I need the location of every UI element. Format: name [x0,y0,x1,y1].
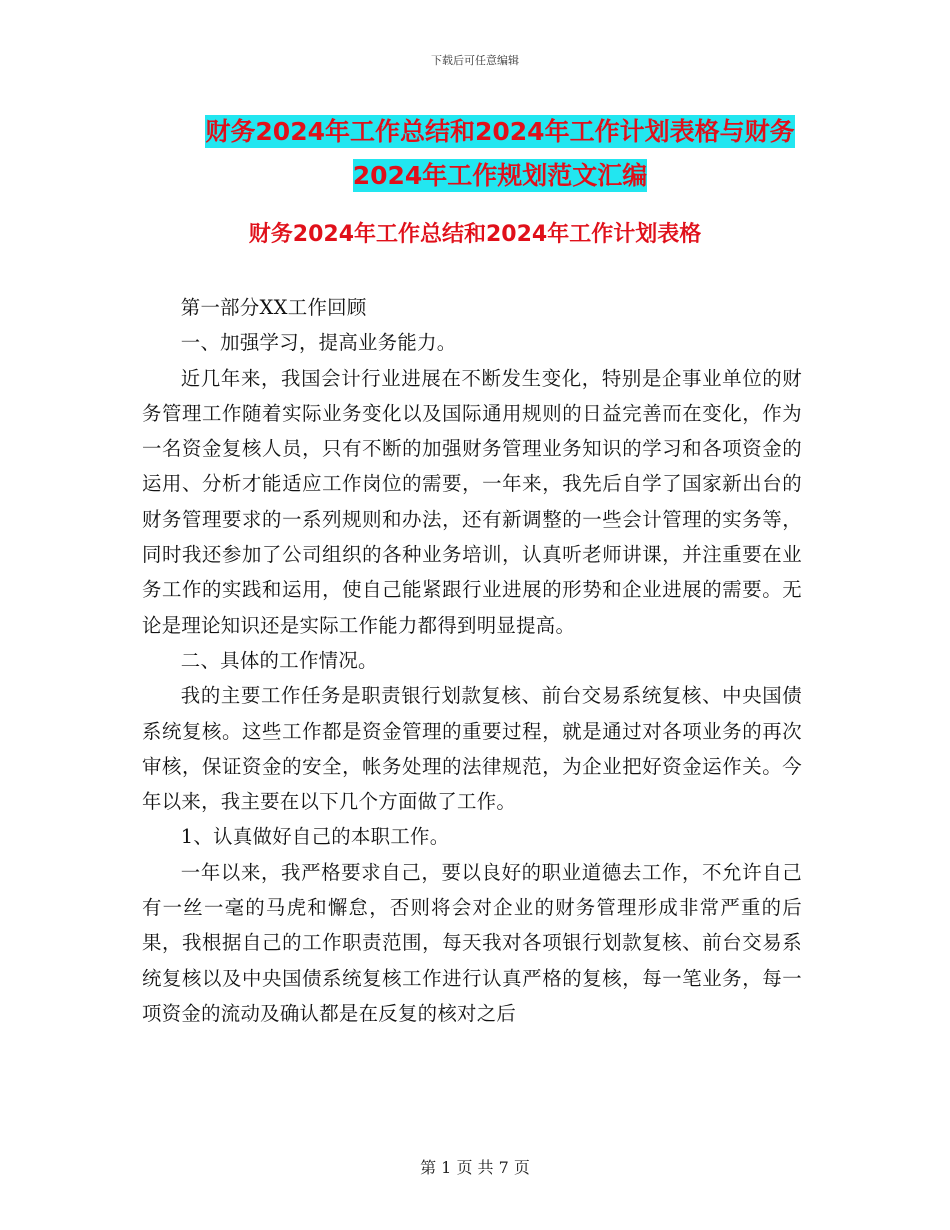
document-body [142,290,802,1031]
page-header-note: 下载后可任意编辑 [431,54,519,67]
paragraph: 近几年来，我国会计行业进展在不断发生变化，特别是企事业单位的财务管理工作随着实际业务变化以及国际通用规则的日益完善而在变化，作为一名资金复核人员，只有不断的加强财务管理业务知识的学习和各项资金的运用、分析才能适应工作岗位的需要，一年来，我先后自学了国家新出台的财务管理要求的一系列规则和办法，还有新调整的一些会计管理的实务等，同时我还参加了公司组织的各种业务培训，认真听老师讲课，并注重要在业务工作的实践和运用，使自己能紧跟行业进展的形势和企业进展的需要。无论是理论知识还是实际工作能力都得到明显提高。 [142,366,802,637]
document-title [190,110,810,198]
page-number: 第 1 页 共 7 页 [420,1158,530,1177]
subheading: 一、加强学习，提高业务能力。 [180,331,457,355]
section-title: 财务2024年工作总结和2024年工作计划表格 [248,222,702,247]
subheading: 二、具体的工作情况。 [180,648,378,672]
title-line-2: 2024年工作规划范文汇编 [352,161,648,190]
title-line-1: 财务2024年工作总结和2024年工作计划表格与财务 [205,117,795,146]
section-heading: 第一部分XX工作回顾 [180,296,367,319]
paragraph: 我的主要工作任务是职责银行划款复核、前台交易系统复核、中央国债系统复核。这些工作都是资金管理的重要过程，就是通过对各项业务的再次审核，保证资金的安全，帐务处理的法律规范，为企业把好资金运作关。今年以来，我主要在以下几个方面做了工作。 [142,684,802,814]
paragraph: 一年以来，我严格要求自己，要以良好的职业道德去工作，不允许自己有一丝一毫的马虎和懈怠，否则将会对企业的财务管理形成非常严重的后果，我根据自己的工作职责范围，每天我对各项银行划款复核、前台交易系统复核以及中央国债系统复核工作进行认真严格的复核，每一笔业务，每一项资金的流动及确认都是在反复的核对之后 [142,860,802,1025]
subheading: 1、认真做好自己的本职工作。 [180,825,450,849]
